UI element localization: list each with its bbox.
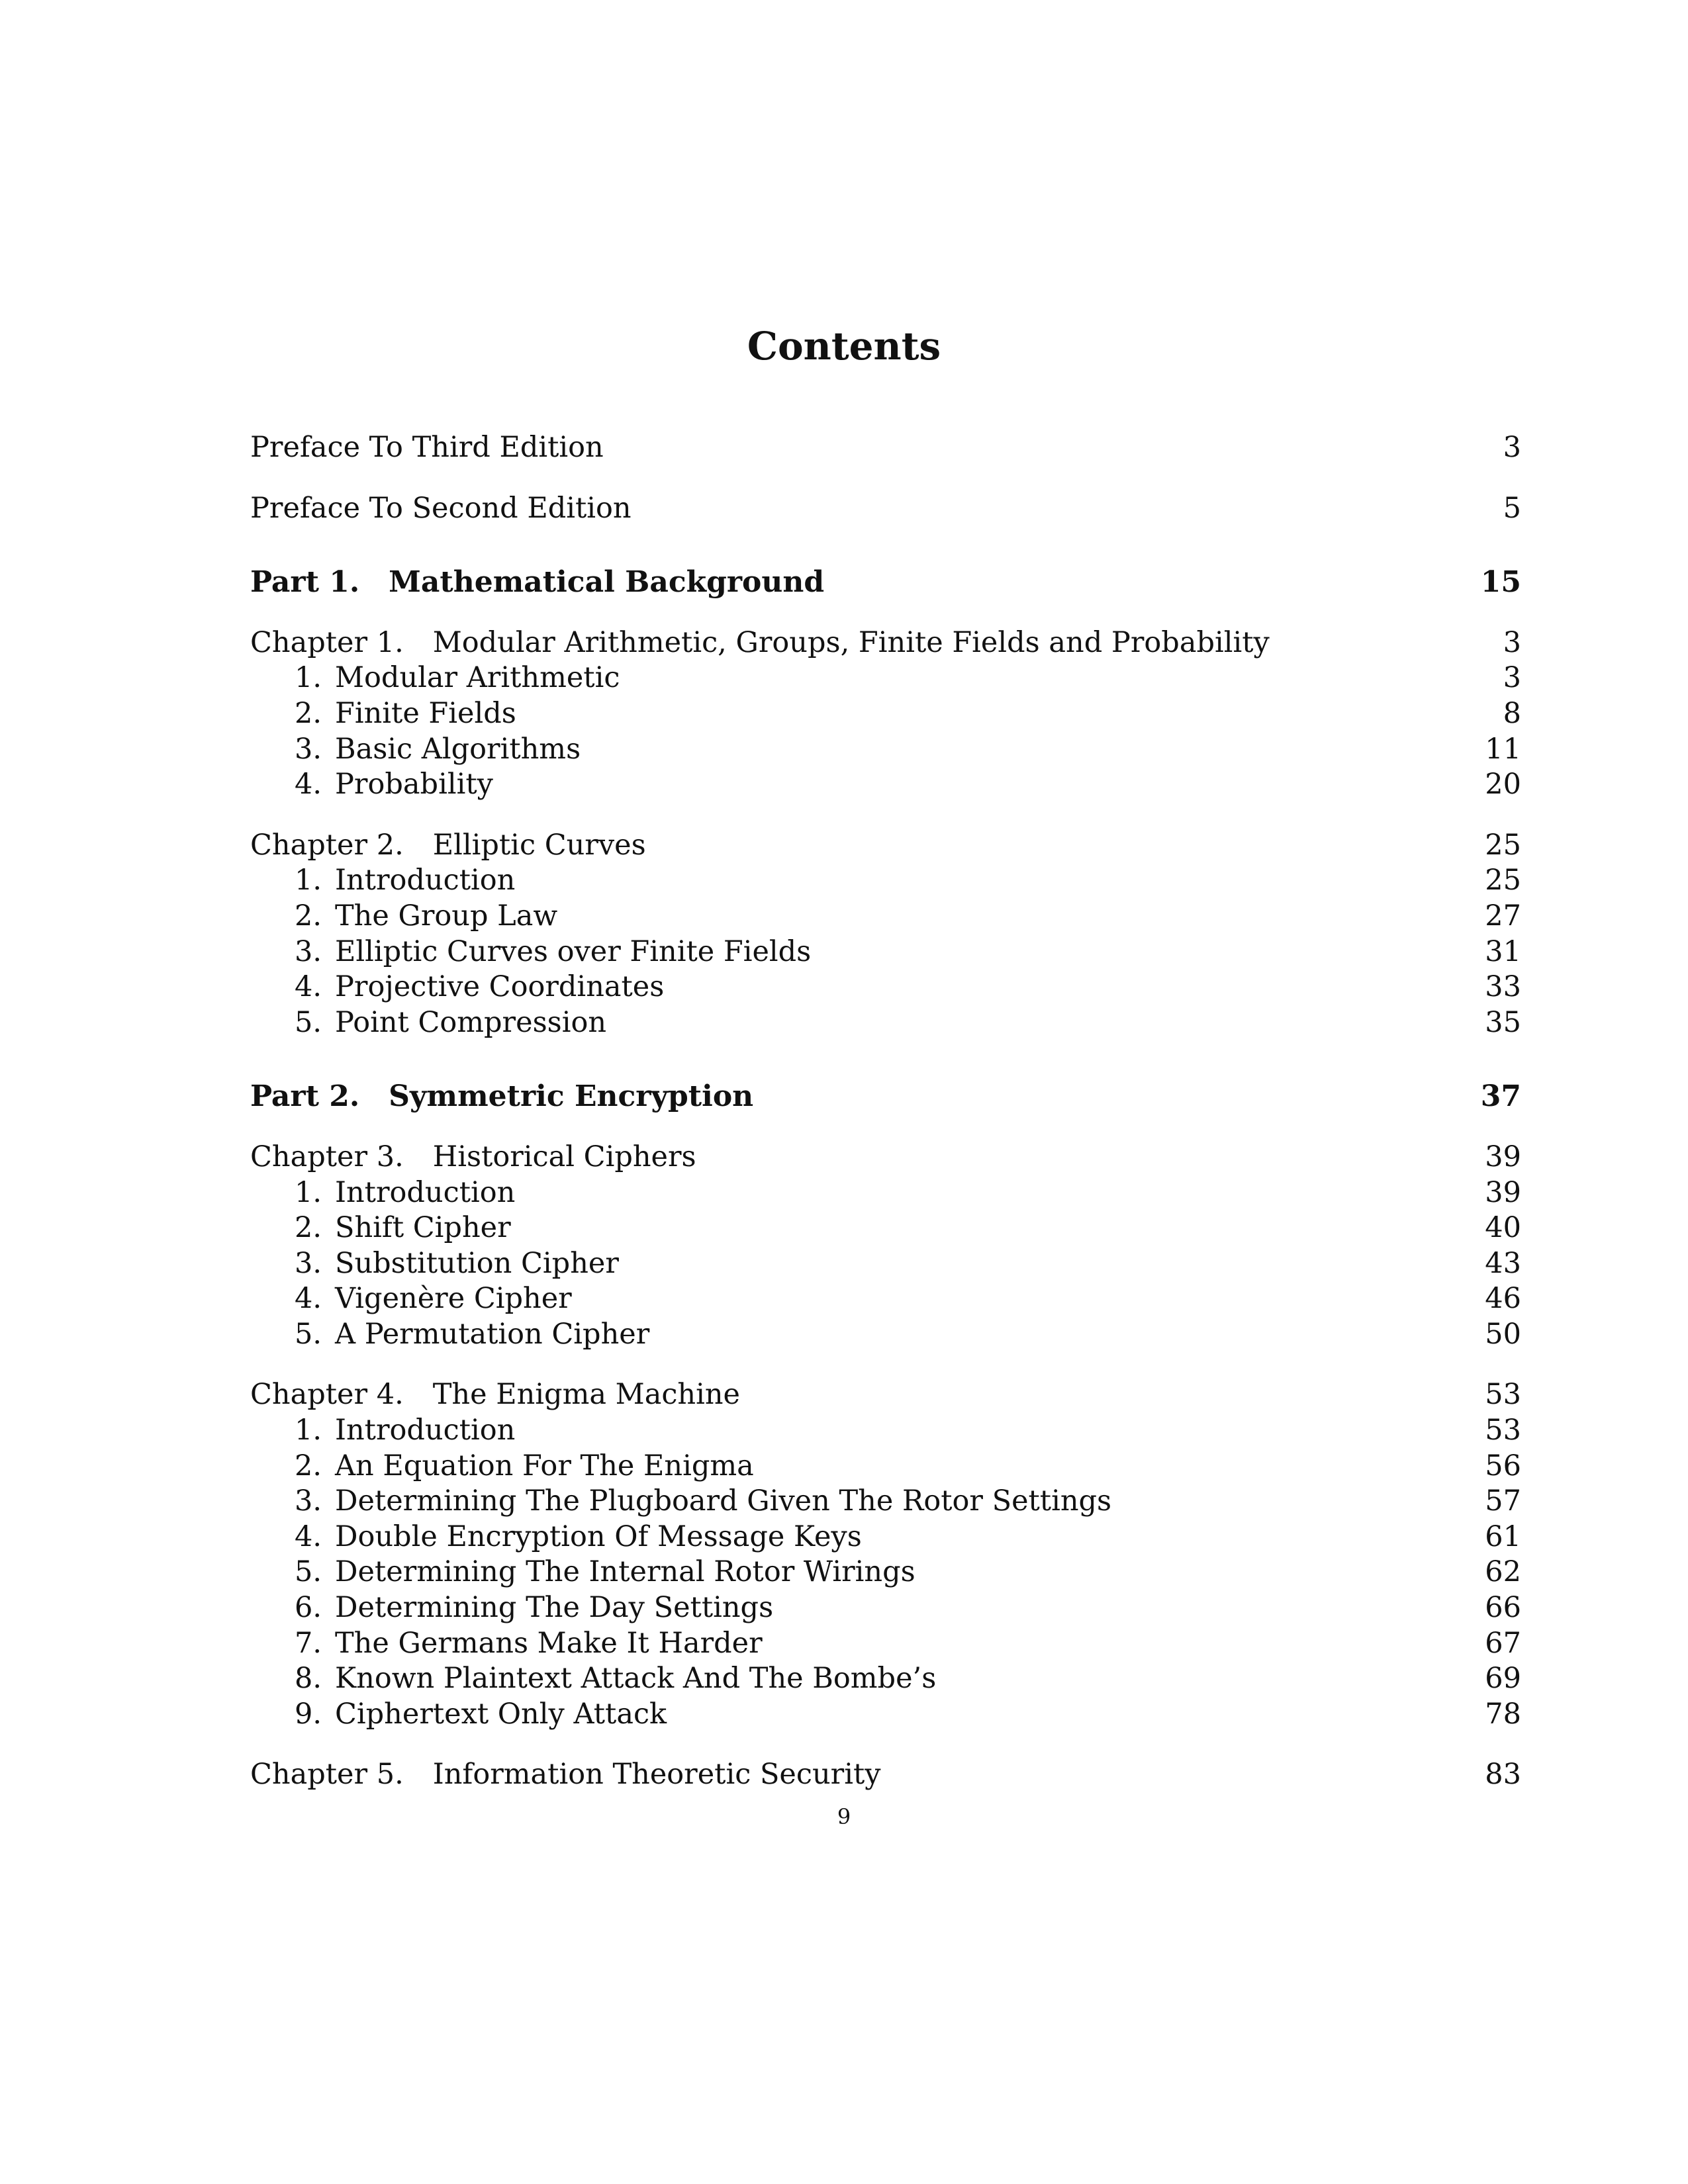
section-number: 2. — [294, 696, 322, 730]
toc-entry-section[interactable] — [250, 899, 1521, 934]
page-number: 9 — [837, 1804, 851, 1829]
section-number: 3. — [294, 1246, 322, 1280]
toc-entry-label — [250, 565, 824, 600]
section-number: 1. — [294, 864, 322, 897]
toc-entry-section[interactable] — [250, 1281, 1521, 1317]
chapter-prefix: Chapter 1. — [250, 625, 404, 659]
section-title: Introduction — [335, 1175, 516, 1209]
toc-entry-section[interactable] — [250, 1413, 1521, 1449]
chapter-title: The Enigma Machine — [432, 1378, 740, 1412]
toc-page-number: 27 — [1485, 899, 1521, 933]
toc-entry-label — [282, 899, 557, 934]
toc-page-number: 50 — [1485, 1317, 1521, 1351]
part-title: Mathematical Background — [389, 565, 825, 600]
toc-page-number: 31 — [1485, 934, 1521, 968]
toc-page-number: 67 — [1485, 1626, 1521, 1660]
toc-entry-section[interactable] — [250, 1449, 1521, 1484]
toc-entry-label — [282, 1005, 606, 1041]
section-number: 1. — [294, 661, 322, 695]
section-title: An Equation For The Enigma — [335, 1449, 754, 1482]
section-title: Shift Cipher — [335, 1211, 511, 1245]
section-number: 5. — [294, 1555, 322, 1589]
toc-entry-chapter[interactable] — [250, 1757, 1521, 1793]
toc-page-number: 83 — [1485, 1758, 1521, 1792]
toc-page-number: 56 — [1485, 1449, 1521, 1482]
section-title: Basic Algorithms — [335, 732, 581, 766]
section-title: Finite Fields — [335, 696, 516, 730]
section-number: 3. — [294, 1484, 322, 1518]
section-number: 4. — [294, 768, 322, 801]
toc-page-number: 46 — [1485, 1282, 1521, 1316]
section-title: The Group Law — [335, 899, 558, 933]
toc-entry-chapter[interactable] — [250, 1377, 1521, 1413]
section-title: Point Compression — [335, 1005, 607, 1039]
toc-entry-label — [250, 491, 632, 527]
toc-page-number: 11 — [1485, 732, 1521, 766]
toc-page-number: 43 — [1485, 1246, 1521, 1280]
toc-entry-section[interactable] — [250, 1661, 1521, 1697]
toc-entry-section[interactable] — [250, 1626, 1521, 1662]
toc-entry-label — [282, 1449, 754, 1484]
toc-entry-label — [250, 1079, 753, 1115]
toc-spacer — [250, 1352, 1521, 1377]
section-title: Known Plaintext Attack And The Bombe’s — [335, 1662, 937, 1696]
section-number: 1. — [294, 1175, 322, 1209]
section-title: The Germans Make It Harder — [335, 1626, 763, 1660]
toc-entry-section[interactable] — [250, 863, 1521, 899]
chapter-title: Modular Arithmetic, Groups, Finite Fields and Probability — [432, 625, 1270, 659]
toc-page-number: 15 — [1480, 565, 1521, 600]
toc-entry-chapter[interactable] — [250, 828, 1521, 864]
toc-entry-preface[interactable] — [250, 491, 1521, 527]
toc-page-number: 69 — [1485, 1662, 1521, 1696]
toc-entry-label — [250, 1140, 696, 1175]
section-number: 2. — [294, 899, 322, 933]
toc-page-number: 57 — [1485, 1484, 1521, 1518]
section-title: Vigenère Cipher — [335, 1282, 572, 1316]
chapter-prefix: Chapter 2. — [250, 828, 404, 862]
toc-entry-section[interactable] — [250, 1246, 1521, 1282]
section-number: 5. — [294, 1005, 322, 1039]
toc-page-number: 78 — [1485, 1697, 1521, 1731]
section-title: Modular Arithmetic — [335, 661, 620, 695]
chapter-prefix: Chapter 5. — [250, 1758, 404, 1792]
toc-entry-label — [282, 1281, 572, 1317]
toc-entry-label — [282, 660, 620, 696]
toc-entry-label — [282, 1661, 936, 1697]
section-number: 6. — [294, 1591, 322, 1625]
section-number: 1. — [294, 1414, 322, 1447]
section-title: Elliptic Curves over Finite Fields — [335, 934, 812, 968]
toc-page-number: 8 — [1503, 696, 1521, 730]
section-title: Projective Coordinates — [335, 970, 665, 1004]
chapter-title: Information Theoretic Security — [432, 1758, 881, 1792]
toc-entry-label — [250, 1757, 881, 1793]
toc-spacer — [250, 600, 1521, 625]
section-title: Introduction — [335, 864, 516, 897]
toc-page-number: 20 — [1485, 768, 1521, 801]
section-title: Determining The Internal Rotor Wirings — [335, 1555, 915, 1589]
toc-entry-label — [282, 1484, 1111, 1520]
toc-entry-section[interactable] — [250, 1520, 1521, 1555]
toc-spacer — [250, 526, 1521, 565]
section-number: 7. — [294, 1626, 322, 1660]
toc-entry-section[interactable] — [250, 1590, 1521, 1626]
toc-page-number: 5 — [1503, 491, 1521, 525]
toc-entry-preface[interactable] — [250, 430, 1521, 466]
section-number: 3. — [294, 934, 322, 968]
toc-spacer — [250, 1040, 1521, 1079]
chapter-prefix: Chapter 3. — [250, 1140, 404, 1173]
section-number: 4. — [294, 970, 322, 1004]
toc-entry-chapter[interactable] — [250, 1140, 1521, 1175]
toc-page-number: 40 — [1485, 1211, 1521, 1245]
toc-page-number: 37 — [1480, 1079, 1521, 1114]
toc-page-number: 39 — [1485, 1140, 1521, 1173]
toc-entry-label — [282, 863, 515, 899]
toc-page-number: 66 — [1485, 1591, 1521, 1625]
toc-entry-section[interactable] — [250, 1555, 1521, 1590]
toc-entry-section[interactable] — [250, 1175, 1521, 1211]
toc-entry-section[interactable] — [250, 660, 1521, 696]
toc-entry-chapter[interactable] — [250, 625, 1521, 661]
toc-entry-label — [250, 430, 604, 466]
toc-page-number: 35 — [1485, 1005, 1521, 1039]
toc-page-number: 39 — [1485, 1175, 1521, 1209]
table-of-contents — [250, 430, 1521, 1793]
chapter-prefix: Chapter 4. — [250, 1378, 404, 1412]
section-title: Probability — [335, 768, 493, 801]
toc-spacer — [250, 1115, 1521, 1140]
toc-entry-section[interactable] — [250, 1697, 1521, 1733]
toc-entry-label — [282, 767, 493, 803]
toc-page-number: 25 — [1485, 828, 1521, 862]
section-title: A Permutation Cipher — [335, 1317, 650, 1351]
section-title: Double Encryption Of Message Keys — [335, 1520, 862, 1553]
toc-entry-section[interactable] — [250, 1484, 1521, 1520]
section-title: Determining The Plugboard Given The Rotor Settings — [335, 1484, 1112, 1518]
chapter-title: Historical Ciphers — [432, 1140, 696, 1173]
toc-entry-label — [282, 1246, 619, 1282]
toc-entry-label — [282, 934, 811, 970]
toc-entry-label — [282, 1413, 515, 1449]
toc-page-number: 61 — [1485, 1520, 1521, 1553]
toc-entry-label — [282, 1555, 915, 1590]
toc-spacer — [250, 466, 1521, 491]
section-number: 9. — [294, 1697, 322, 1731]
section-title: Introduction — [335, 1414, 516, 1447]
chapter-title: Elliptic Curves — [432, 828, 646, 862]
toc-entry-label — [282, 1697, 667, 1733]
toc-entry-section[interactable] — [250, 1005, 1521, 1041]
toc-page-number: 33 — [1485, 970, 1521, 1004]
toc-entry-part[interactable] — [250, 565, 1521, 600]
section-number: 4. — [294, 1282, 322, 1316]
toc-entry-section[interactable] — [250, 732, 1521, 768]
toc-entry-label — [282, 1520, 862, 1555]
section-title: Determining The Day Settings — [335, 1591, 774, 1625]
toc-entry-section[interactable] — [250, 767, 1521, 803]
toc-entry-label — [282, 1317, 649, 1353]
section-number: 5. — [294, 1317, 322, 1351]
toc-entry-label — [282, 1175, 515, 1211]
toc-spacer — [250, 803, 1521, 828]
section-number: 4. — [294, 1520, 322, 1553]
toc-entry-label — [250, 828, 646, 864]
toc-entry-section[interactable] — [250, 696, 1521, 732]
toc-entry-label — [282, 732, 581, 768]
toc-entry-label — [282, 696, 516, 732]
section-number: 2. — [294, 1449, 322, 1482]
toc-page-number: 53 — [1485, 1414, 1521, 1447]
toc-page-number: 25 — [1485, 864, 1521, 897]
toc-entry-section[interactable] — [250, 934, 1521, 970]
toc-page-number: 3 — [1503, 431, 1521, 464]
preface-title: Preface To Third Edition — [250, 431, 604, 464]
toc-entry-label — [282, 1210, 511, 1246]
section-title: Ciphertext Only Attack — [335, 1697, 667, 1731]
toc-page-number: 53 — [1485, 1378, 1521, 1412]
section-number: 2. — [294, 1211, 322, 1245]
toc-spacer — [250, 1732, 1521, 1757]
toc-entry-section[interactable] — [250, 970, 1521, 1005]
toc-entry-label — [282, 970, 664, 1005]
part-title: Symmetric Encryption — [389, 1079, 754, 1114]
toc-page-number: 3 — [1503, 625, 1521, 659]
toc-entry-section[interactable] — [250, 1210, 1521, 1246]
toc-entry-label — [250, 1377, 740, 1413]
toc-page-number: 3 — [1503, 661, 1521, 695]
section-title: Substitution Cipher — [335, 1246, 619, 1280]
toc-entry-label — [282, 1590, 773, 1626]
toc-entry-part[interactable] — [250, 1079, 1521, 1115]
toc-entry-label — [282, 1626, 763, 1662]
part-prefix: Part 2. — [250, 1079, 360, 1114]
section-number: 3. — [294, 732, 322, 766]
preface-title: Preface To Second Edition — [250, 491, 632, 525]
part-prefix: Part 1. — [250, 565, 360, 600]
page-title: Contents — [747, 324, 941, 369]
toc-entry-label — [250, 625, 1270, 661]
section-number: 8. — [294, 1662, 322, 1696]
toc-page-number: 62 — [1485, 1555, 1521, 1589]
toc-entry-section[interactable] — [250, 1317, 1521, 1353]
